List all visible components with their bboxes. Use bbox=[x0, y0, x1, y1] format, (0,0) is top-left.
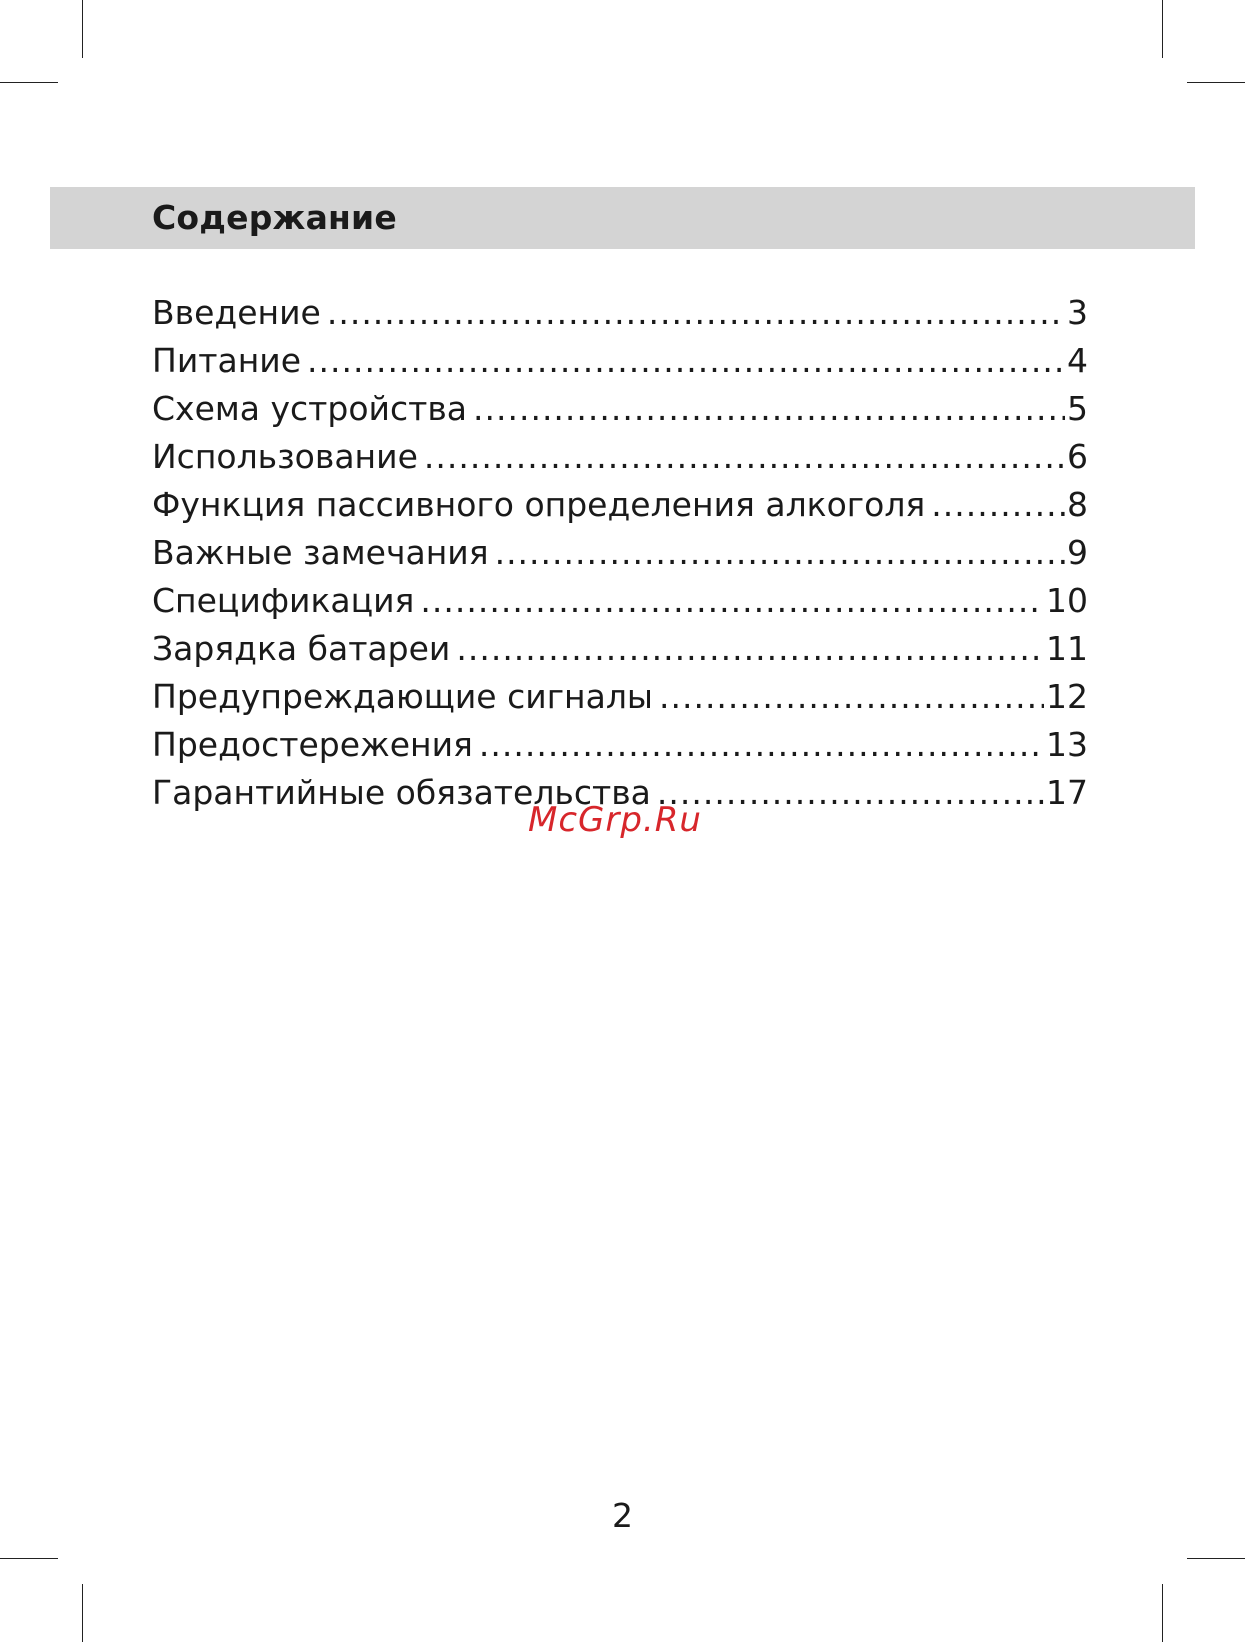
toc-entry-title: Функция пассивного определения алкоголя bbox=[152, 485, 926, 524]
toc-entry-title: Зарядка батареи bbox=[152, 629, 451, 668]
toc-dot-leader bbox=[931, 481, 1065, 529]
toc-entry[interactable] bbox=[152, 289, 1088, 337]
crop-mark-bottom-right-horizontal bbox=[1187, 1558, 1245, 1559]
toc-entry-page: 11 bbox=[1046, 629, 1088, 668]
toc-entry-title: Питание bbox=[152, 341, 302, 380]
toc-dot-leader bbox=[327, 289, 1065, 337]
toc-entry[interactable] bbox=[152, 337, 1088, 385]
toc-entry-title: Введение bbox=[152, 293, 321, 332]
toc-entry-page: 5 bbox=[1067, 389, 1088, 428]
toc-entry-title: Схема устройства bbox=[152, 389, 467, 428]
toc-dot-leader bbox=[420, 577, 1044, 625]
toc-entry-page: 8 bbox=[1067, 485, 1088, 524]
crop-mark-bottom-right-vertical bbox=[1162, 1584, 1163, 1642]
toc-dot-leader bbox=[473, 385, 1065, 433]
toc-entry-page: 4 bbox=[1067, 341, 1088, 380]
toc-entry[interactable] bbox=[152, 673, 1088, 721]
crop-mark-bottom-left-horizontal bbox=[0, 1558, 58, 1559]
toc-entry-title: Использование bbox=[152, 437, 418, 476]
toc-dot-leader bbox=[479, 721, 1044, 769]
toc-dot-leader bbox=[495, 529, 1065, 577]
page-title: Содержание bbox=[152, 198, 397, 237]
toc-entry[interactable] bbox=[152, 577, 1088, 625]
toc-entry[interactable] bbox=[152, 721, 1088, 769]
crop-mark-bottom-left-vertical bbox=[82, 1584, 83, 1642]
crop-mark-top-right-vertical bbox=[1162, 0, 1163, 58]
toc-entry-title: Спецификация bbox=[152, 581, 415, 620]
toc-entry[interactable] bbox=[152, 529, 1088, 577]
toc-dot-leader bbox=[424, 433, 1065, 481]
toc-entry-title: Гарантийные обязательства bbox=[152, 773, 651, 812]
toc-dot-leader bbox=[657, 769, 1044, 817]
toc-entry-page: 3 bbox=[1067, 293, 1088, 332]
toc-entry-page: 10 bbox=[1046, 581, 1088, 620]
section-header-band bbox=[50, 187, 1195, 249]
toc-entry[interactable] bbox=[152, 625, 1088, 673]
toc-entry-page: 17 bbox=[1046, 773, 1088, 812]
toc-entry[interactable] bbox=[152, 433, 1088, 481]
toc-entry-page: 12 bbox=[1046, 677, 1088, 716]
toc-entry[interactable] bbox=[152, 385, 1088, 433]
crop-mark-top-left-vertical bbox=[82, 0, 83, 58]
crop-mark-top-right-horizontal bbox=[1187, 82, 1245, 83]
toc-entry-page: 13 bbox=[1046, 725, 1088, 764]
toc-entry-page: 9 bbox=[1067, 533, 1088, 572]
toc-dot-leader bbox=[659, 673, 1044, 721]
crop-mark-top-left-horizontal bbox=[0, 82, 58, 83]
toc-entry-title: Важные замечания bbox=[152, 533, 489, 572]
toc-entry[interactable] bbox=[152, 481, 1088, 529]
table-of-contents bbox=[152, 289, 1088, 817]
watermark-text: McGrp.Ru bbox=[528, 800, 702, 840]
page-number: 2 bbox=[612, 1496, 633, 1535]
toc-entry-title: Предупреждающие сигналы bbox=[152, 677, 653, 716]
toc-dot-leader bbox=[456, 625, 1044, 673]
toc-dot-leader bbox=[307, 337, 1065, 385]
toc-entry-page: 6 bbox=[1067, 437, 1088, 476]
toc-entry-title: Предостережения bbox=[152, 725, 473, 764]
